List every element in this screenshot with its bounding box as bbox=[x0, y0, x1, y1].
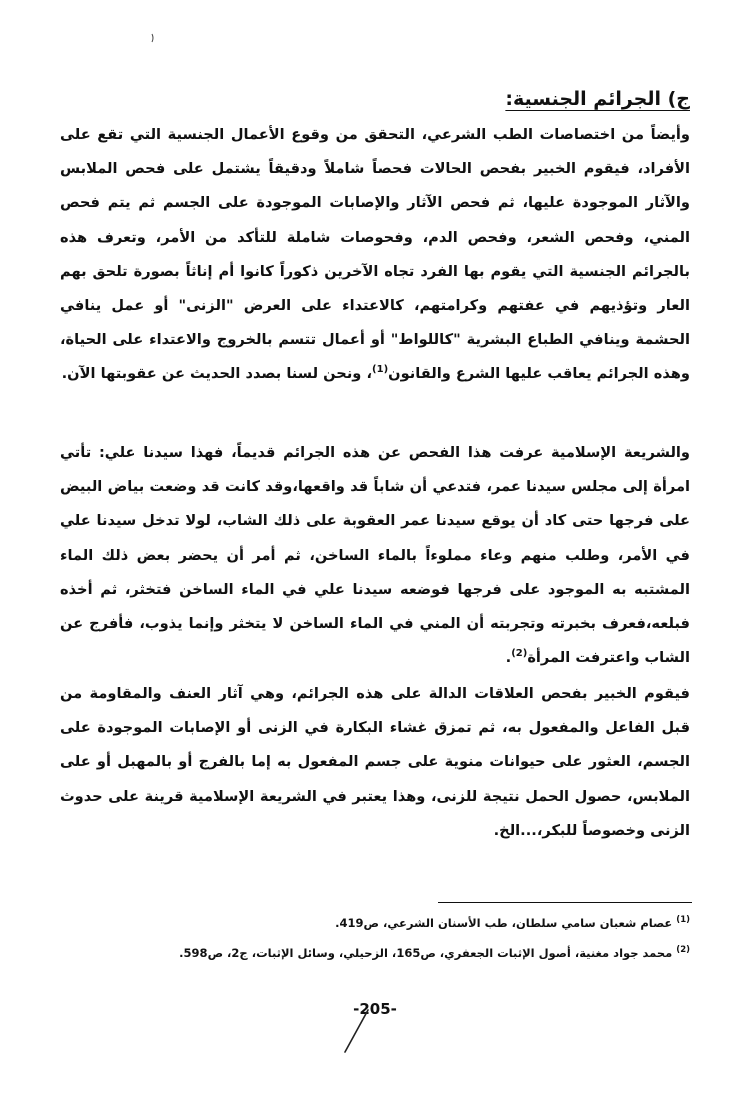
footnote-mark: (1) bbox=[676, 915, 690, 926]
footnote-text: عصام شعبان سامي سلطان، طب الأسنان الشرعي، ص419. bbox=[335, 916, 673, 930]
footnote-1 bbox=[50, 916, 690, 930]
footnote-2 bbox=[50, 946, 690, 960]
footnote-text: محمد جواد مغنية، أصول الإثبات الجعفري، ص165، الزحيلي، وسائل الإثبات، ج2، ص598. bbox=[179, 946, 673, 960]
paragraph-text: وأيضاً من اختصاصات الطب الشرعي، التحقق من وقوع الأعمال الجنسية التي تقع على الأفراد، فيقوم الخبير بفحص الحالات فحصاً شاملاً ودقيقاً يشتمل على فحص الملابس والآثار الموجودة عليها، ثم فحص الآثار والإصابات الموجودة على الجسم ثم يتم فحص المني، وفحص الشعر، وفحص الدم، وفحوصات شاملة للتأكد من الأمر، وتعرف هذه بالجرائم الجنسية التي يقوم بها الفرد تجاه الآخرين ذكوراً كانوا أم إناثاً بصورة تلحق بهم العار وتؤذيهم في عفتهم وكرامتهم، كالاعتداء على العرض "الزنى" أو عمل ينافي الحشمة وينافي الطباع البشرية "كاللواط" أو أعمال تتسم بالخروج والاعتداء على الحياة، وهذه الجرائم يعاقب عليها الشرع والقانون bbox=[60, 126, 690, 383]
footnote-mark: (2) bbox=[676, 945, 690, 956]
section-heading: ج) الجرائم الجنسية: bbox=[505, 88, 690, 110]
footnote-reference-2: (2) bbox=[511, 648, 528, 660]
paragraph-text-end: ، ونحن لسنا بصدد الحديث عن عقوبتها الآن. bbox=[61, 365, 373, 383]
footnote-separator bbox=[438, 902, 692, 903]
paragraph-text: والشريعة الإسلامية عرفت هذا الفحص عن هذه الجرائم قديماً، فهذا سيدنا علي: تأتي امرأة إلى مجلس سيدنا عمر، فتدعي أن شاباً قد واقعها،وقد كانت قد وضعت بياض البيض على فرجها حتى كاد أن يوقع سيدنا عمر العقوبة على ذلك الشاب، لولا تدخل سيدنا علي في الأمر، وطلب منهم وعاء مملوءاً بالماء الساخن، ثم أمر أن يحضر بعض ذلك الماء المشتبه به الموجود على فرجها فوضعه سيدنا علي في الماء الساخن فتخثر، ثم أخذه فبلعه،فعرف بخبرته وتجربته أن المني في الماء الساخن لا يتخثر وإنما يذوب، فأفرج عن الشاب واعترفت المرأة bbox=[60, 444, 690, 667]
paragraph-text: فيقوم الخبير بفحص العلاقات الدالة على هذه الجرائم، وهي آثار العنف والمقاومة من قبل الفاعل والمفعول به، ثم تمزق غشاء البكارة في الزنى أو الإصابات الموجودة على الجسم، العثور على حيوانات منوية على جسم المفعول به إما بالفرج أو بالمهبل أو على الملابس، حصول الحمل نتيجة للزنى، وهذا يعتبر في الشريعة الإسلامية قرينة على حدوث الزنى وخصوصاً للبكر،...الخ. bbox=[60, 685, 690, 839]
footnote-reference-1: (1) bbox=[372, 364, 389, 376]
paragraph-historical-case bbox=[60, 436, 690, 675]
paragraph-forensic-role bbox=[60, 118, 690, 392]
paragraph-examination-signs bbox=[60, 677, 690, 848]
page-number: -205- bbox=[353, 1000, 397, 1018]
paragraph-text-end: . bbox=[505, 649, 512, 667]
